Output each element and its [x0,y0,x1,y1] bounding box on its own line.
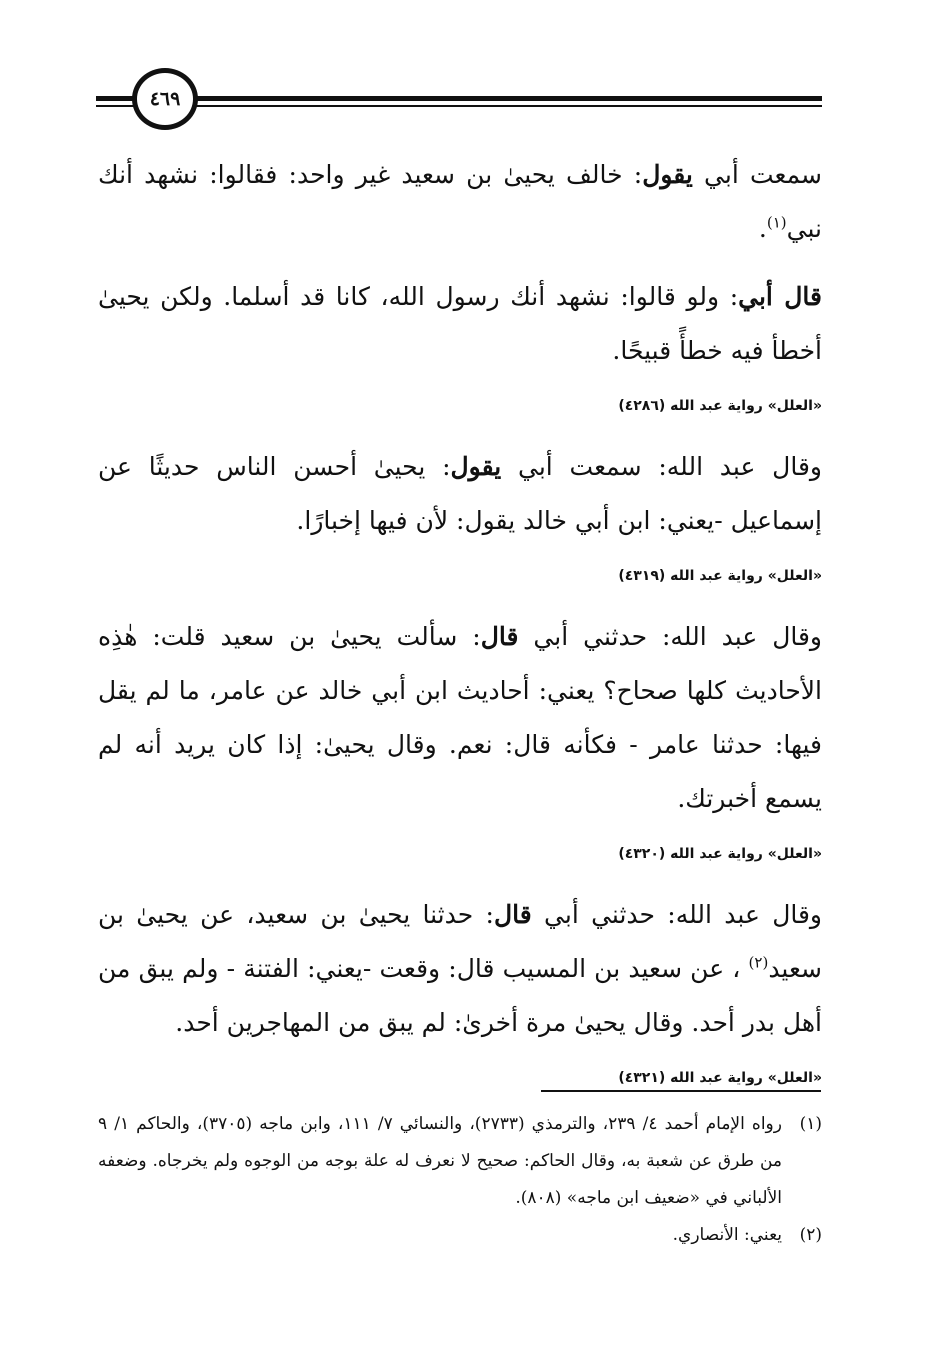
footnote-number: (١) [799,1114,822,1134]
source-reference-1: «العلل» رواية عبد الله (٤٢٨٦) [618,398,822,414]
page-number: ٤٦٩ [132,68,198,130]
footnote-separator [541,1090,821,1092]
footnote-ref-2[interactable]: (٢) [748,953,769,972]
page-header [96,68,822,138]
footnote-number: (٢) [799,1225,822,1245]
paragraph-3: وقال عبد الله: سمعت أبي يقول: يحيىٰ أحسن الناس حديثًا عن إسماعيل -يعني: ابن أبي خالد يقول: لأن فيها إخبارًا. [98,452,822,535]
footnote-1 [98,1106,822,1217]
footnotes [98,1106,822,1254]
main-text [98,148,822,1112]
footnote-text: يعني: الأنصاري. [672,1225,782,1245]
footnote-ref-1[interactable]: (١) [766,213,787,232]
header-rule-thin [96,105,822,107]
footnote-text: رواه الإمام أحمد ٤/ ٢٣٩، والترمذي (٢٧٣٣)، والنسائي ٧/ ١١١، وابن ماجه (٣٧٠٥)، والحاكم ١/ ٩ من طرق عن شعبة به، وقال الحاكم: صحيح لا نعرف له علة بوجه من الوجوه ولم يخرجاه. وضعفه الألباني في «ضعيف ابن ماجه» (٨٠٨). [98,1114,782,1208]
source-reference-2: «العلل» رواية عبد الله (٤٣١٩) [618,568,822,584]
footnote-2 [98,1217,822,1254]
source-reference-3: «العلل» رواية عبد الله (٤٣٢٠) [618,846,822,862]
header-rule-thick [96,96,822,101]
paragraph-2: قال أبي: ولو قالوا: نشهد أنك رسول الله، كانا قد أسلما. ولكن يحيىٰ أخطأ فيه خطأً قبيحًا. [98,282,822,365]
paragraph-4: وقال عبد الله: حدثني أبي قال: سألت يحيىٰ بن سعيد قلت: هٰذِه الأحاديث كلها صحاح؟ يعني: أحاديث ابن أبي خالد عن عامر، ما لم يقل فيها: حدثنا عامر - فكأنه قال: نعم. وقال يحيىٰ: إذا كان يريد أنه لم يسمع أخبرتك. [98,622,823,813]
paragraph-1: سمعت أبي يقول: خالف يحيىٰ بن سعيد غير واحد: فقالوا: نشهد أنك نبي$^{(١)}$. [98,160,822,243]
paragraph-5: وقال عبد الله: حدثني أبي قال: حدثنا يحيىٰ بن سعيد، عن يحيىٰ بن سعيد$^{(٢)}$ ، عن سعيد بن المسيب قال: وقعت -يعني: الفتنة - ولم يبق من أهل بدر أحد. وقال يحيىٰ مرة أخرىٰ: لم يبق من المهاجرين أحد. [98,900,822,1037]
source-reference-4: «العلل» رواية عبد الله (٤٣٢١) [618,1070,822,1086]
